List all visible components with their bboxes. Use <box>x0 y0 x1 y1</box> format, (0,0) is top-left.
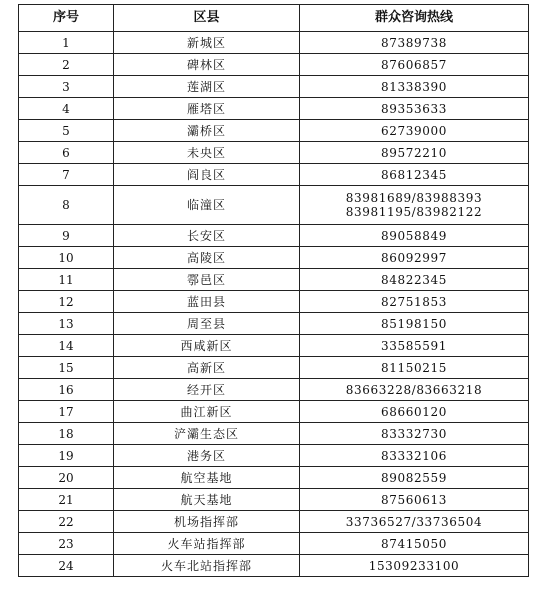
row-number: 3 <box>19 76 114 98</box>
row-number: 22 <box>19 511 114 533</box>
header-number: 序号 <box>19 5 114 32</box>
hotline-number: 33585591 <box>381 338 447 353</box>
hotline-number: 84822345 <box>381 272 447 287</box>
row-number: 7 <box>19 164 114 186</box>
hotline-number: 83981689/83988393 <box>345 191 483 205</box>
district-name: 莲湖区 <box>114 76 300 98</box>
row-number: 11 <box>19 269 114 291</box>
table-row <box>19 379 529 401</box>
district-name: 高陵区 <box>114 247 300 269</box>
hotline-number: 87606857 <box>381 57 447 72</box>
table-header <box>19 5 529 32</box>
district-name: 阎良区 <box>114 164 300 186</box>
table-body <box>19 32 529 577</box>
hotline-number: 83981195/83982122 <box>345 205 483 219</box>
district-name: 新城区 <box>114 32 300 54</box>
district-name: 周至县 <box>114 313 300 335</box>
hotline-number: 89082559 <box>381 470 447 485</box>
table-row <box>19 313 529 335</box>
row-number: 9 <box>19 225 114 247</box>
table-row <box>19 164 529 186</box>
hotline-cell <box>300 142 529 164</box>
hotline-number: 89353633 <box>381 101 447 116</box>
row-number: 8 <box>19 186 114 225</box>
row-number: 17 <box>19 401 114 423</box>
district-name: 经开区 <box>114 379 300 401</box>
hotline-cell <box>300 379 529 401</box>
district-name: 火车北站指挥部 <box>114 555 300 577</box>
table-row <box>19 54 529 76</box>
district-name: 长安区 <box>114 225 300 247</box>
row-number: 19 <box>19 445 114 467</box>
table-row <box>19 76 529 98</box>
hotline-number: 15309233100 <box>368 558 460 573</box>
district-name: 航天基地 <box>114 489 300 511</box>
hotline-number: 86812345 <box>381 167 447 182</box>
hotline-cell <box>300 120 529 142</box>
hotline-cell <box>300 225 529 247</box>
hotline-number: 82751853 <box>381 294 447 309</box>
table-row <box>19 401 529 423</box>
district-name: 航空基地 <box>114 467 300 489</box>
table-row <box>19 467 529 489</box>
hotline-cell <box>300 445 529 467</box>
table-row <box>19 423 529 445</box>
hotline-cell <box>300 247 529 269</box>
row-number: 10 <box>19 247 114 269</box>
hotline-cell <box>300 186 529 225</box>
hotline-number: 89058849 <box>381 228 447 243</box>
table-row <box>19 445 529 467</box>
hotline-number: 68660120 <box>381 404 447 419</box>
table-row <box>19 120 529 142</box>
hotline-cell <box>300 54 529 76</box>
district-name: 浐灞生态区 <box>114 423 300 445</box>
hotline-number: 62739000 <box>381 123 447 138</box>
hotline-cell <box>300 269 529 291</box>
row-number: 4 <box>19 98 114 120</box>
table-row <box>19 357 529 379</box>
hotline-cell <box>300 401 529 423</box>
header-hotline: 群众咨询热线 <box>300 5 529 32</box>
row-number: 13 <box>19 313 114 335</box>
hotline-cell <box>300 555 529 577</box>
hotline-number: 33736527/33736504 <box>345 514 483 529</box>
row-number: 18 <box>19 423 114 445</box>
header-row <box>19 5 529 32</box>
table-row <box>19 247 529 269</box>
district-name: 高新区 <box>114 357 300 379</box>
hotline-table <box>18 4 529 577</box>
table-row <box>19 291 529 313</box>
row-number: 5 <box>19 120 114 142</box>
table-row <box>19 98 529 120</box>
table-row <box>19 269 529 291</box>
row-number: 6 <box>19 142 114 164</box>
hotline-cell <box>300 423 529 445</box>
hotline-number: 83332730 <box>381 426 447 441</box>
hotline-number: 83332106 <box>381 448 447 463</box>
table-row <box>19 489 529 511</box>
hotline-cell <box>300 164 529 186</box>
hotline-cell <box>300 313 529 335</box>
hotline-number: 86092997 <box>381 250 447 265</box>
district-name: 碑林区 <box>114 54 300 76</box>
hotline-cell <box>300 32 529 54</box>
table-row <box>19 186 529 225</box>
hotline-cell <box>300 98 529 120</box>
row-number: 20 <box>19 467 114 489</box>
district-name: 鄠邑区 <box>114 269 300 291</box>
row-number: 24 <box>19 555 114 577</box>
row-number: 23 <box>19 533 114 555</box>
district-name: 港务区 <box>114 445 300 467</box>
table-row <box>19 511 529 533</box>
hotline-cell <box>300 291 529 313</box>
table-row <box>19 225 529 247</box>
hotline-number: 89572210 <box>381 145 447 160</box>
district-name: 蓝田县 <box>114 291 300 313</box>
hotline-number: 87560613 <box>381 492 447 507</box>
row-number: 14 <box>19 335 114 357</box>
row-number: 1 <box>19 32 114 54</box>
table-row <box>19 142 529 164</box>
hotline-number: 81150215 <box>381 360 447 375</box>
district-name: 临潼区 <box>114 186 300 225</box>
hotline-number: 83663228/83663218 <box>345 382 483 397</box>
district-name: 未央区 <box>114 142 300 164</box>
hotline-cell <box>300 357 529 379</box>
hotline-cell <box>300 467 529 489</box>
hotline-cell <box>300 489 529 511</box>
hotline-number: 85198150 <box>381 316 447 331</box>
district-name: 雁塔区 <box>114 98 300 120</box>
table-row <box>19 555 529 577</box>
district-name: 机场指挥部 <box>114 511 300 533</box>
table-row <box>19 32 529 54</box>
header-district: 区县 <box>114 5 300 32</box>
row-number: 21 <box>19 489 114 511</box>
row-number: 2 <box>19 54 114 76</box>
row-number: 16 <box>19 379 114 401</box>
row-number: 15 <box>19 357 114 379</box>
district-name: 火车站指挥部 <box>114 533 300 555</box>
hotline-number: 87389738 <box>381 35 447 50</box>
hotline-cell <box>300 533 529 555</box>
hotline-cell <box>300 335 529 357</box>
hotline-cell <box>300 76 529 98</box>
hotline-number: 87415050 <box>381 536 447 551</box>
hotline-cell <box>300 511 529 533</box>
district-name: 曲江新区 <box>114 401 300 423</box>
row-number: 12 <box>19 291 114 313</box>
district-name: 西咸新区 <box>114 335 300 357</box>
table-row <box>19 335 529 357</box>
table-row <box>19 533 529 555</box>
district-name: 灞桥区 <box>114 120 300 142</box>
hotline-number: 81338390 <box>381 79 447 94</box>
